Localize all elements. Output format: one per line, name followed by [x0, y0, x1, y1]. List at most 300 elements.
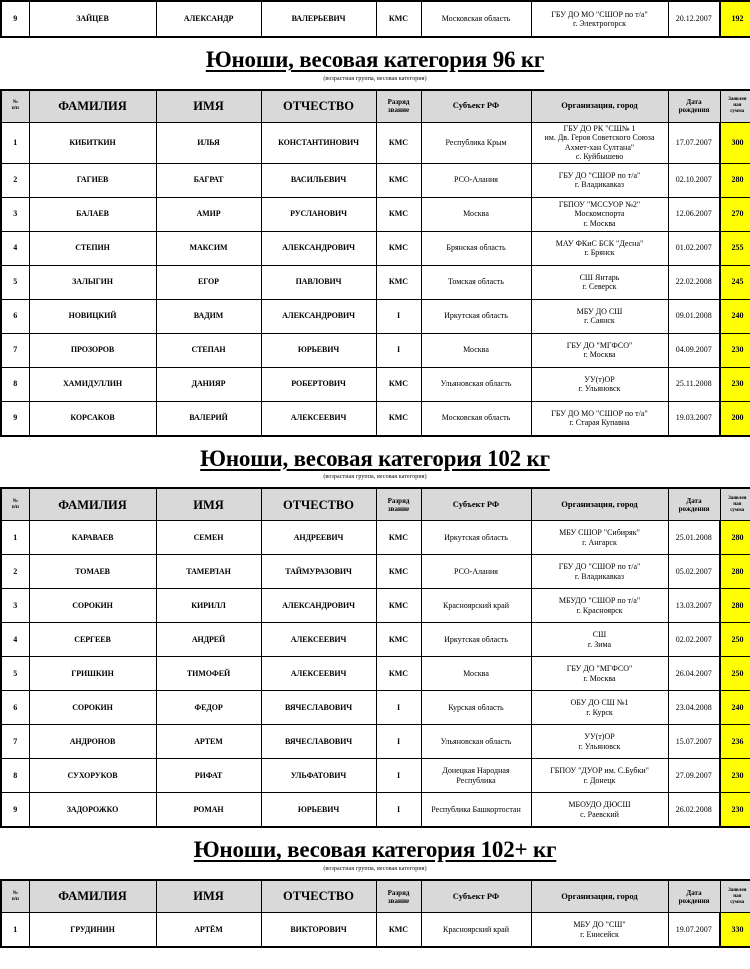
table-row[interactable] — [1, 367, 750, 401]
cell-number: 2 — [1, 163, 29, 197]
cell-number: 5 — [1, 265, 29, 299]
cell-number: 8 — [1, 367, 29, 401]
cell-firstname: ТИМОФЕЙ — [156, 657, 261, 691]
cell-organization — [531, 589, 668, 623]
organization-line: УУ(т)ОР — [584, 374, 615, 384]
cell-dob: 25.01.2008 — [668, 521, 720, 555]
cell-declared-sum: 330 — [720, 913, 750, 948]
cell-organization — [531, 691, 668, 725]
organization-line: г. Брянск — [584, 248, 615, 258]
organization-line: МБУ СШОР "Сибиряк" — [559, 528, 640, 538]
organization-line: г. Владикавказ — [574, 180, 625, 190]
section-title-text: Юноши, весовая категория 102 кг — [200, 445, 550, 471]
registration-table-section-102 — [0, 487, 750, 828]
cell-declared-sum: 240 — [720, 299, 750, 333]
cell-rank: I — [376, 759, 421, 793]
cell-number: 3 — [1, 197, 29, 231]
cell-region: Красноярский край — [421, 913, 531, 948]
cell-number: 9 — [1, 401, 29, 436]
cell-patronymic: ВАЛЕРЬЕВИЧ — [261, 1, 376, 37]
cell-region: РСО-Алания — [421, 555, 531, 589]
table-row[interactable] — [1, 521, 750, 555]
section-section-102 — [0, 447, 750, 829]
col-header-dob-line2: рождения — [678, 504, 710, 513]
col-header-sum-line3: сумма — [730, 108, 745, 115]
cell-number: 1 — [1, 913, 29, 948]
col-header-patronymic: ОТЧЕСТВО — [261, 488, 376, 521]
col-header-rank-line1: Разряд — [387, 888, 410, 897]
organization-line: г. Енисейск — [580, 929, 619, 939]
organization-line: МБОУДО ДЮСШ — [568, 800, 631, 810]
col-header-rank — [376, 488, 421, 521]
cell-number: 1 — [1, 521, 29, 555]
cell-lastname: ЗАДОРОЖКО — [29, 793, 156, 828]
cell-firstname: ВАЛЕРИЙ — [156, 401, 261, 436]
cell-region: Брянская область — [421, 231, 531, 265]
cell-dob: 25.11.2008 — [668, 367, 720, 401]
registration-table-section-96 — [0, 89, 750, 437]
col-header-number — [1, 90, 29, 123]
col-header-dob-line2: рождения — [678, 106, 710, 115]
cell-firstname: ТАМЕРЛАН — [156, 555, 261, 589]
cell-region: Иркутская область — [421, 521, 531, 555]
cell-patronymic: ВИКТОРОВИЧ — [261, 913, 376, 948]
col-header-number-line1: № — [12, 99, 18, 106]
cell-organization — [531, 401, 668, 436]
organization-line: МАУ ФКиС БСК "Десна" — [555, 238, 644, 248]
table-header-row — [1, 90, 750, 123]
col-header-sum-line1: Заявлен — [728, 494, 747, 501]
cell-region: Московская область — [421, 1, 531, 37]
cell-declared-sum: 192 — [720, 1, 750, 37]
cell-firstname: ВАДИМ — [156, 299, 261, 333]
cell-rank: КМС — [376, 197, 421, 231]
cell-region: Иркутская область — [421, 299, 531, 333]
cell-firstname: МАКСИМ — [156, 231, 261, 265]
cell-declared-sum: 230 — [720, 793, 750, 828]
section-title-section-102 — [0, 447, 750, 472]
cell-organization — [531, 657, 668, 691]
cell-region: Республика Башкортостан — [421, 793, 531, 828]
cell-rank: КМС — [376, 657, 421, 691]
organization-line: ГБУ ДО "МГФСО" — [566, 664, 633, 674]
table-row[interactable] — [1, 299, 750, 333]
section-title-section-96 — [0, 48, 750, 73]
cell-organization — [531, 367, 668, 401]
col-header-rank-line1: Разряд — [387, 496, 410, 505]
cell-declared-sum: 230 — [720, 367, 750, 401]
organization-line: им. Дв. Героя Советского Союза — [544, 133, 655, 143]
cell-lastname: НОВИЦКИЙ — [29, 299, 156, 333]
cell-number: 4 — [1, 231, 29, 265]
cell-declared-sum: 270 — [720, 197, 750, 231]
col-header-sum-line3: сумма — [730, 898, 745, 905]
cell-organization — [531, 265, 668, 299]
cell-lastname: КИБИТКИН — [29, 122, 156, 163]
table-row[interactable] — [1, 231, 750, 265]
organization-line: г. Москва — [583, 350, 616, 360]
cell-region: Ульяновская область — [421, 367, 531, 401]
col-header-region: Субъект РФ — [421, 488, 531, 521]
cell-dob: 05.02.2007 — [668, 555, 720, 589]
table-row[interactable] — [1, 333, 750, 367]
cell-number: 4 — [1, 623, 29, 657]
cell-organization — [531, 163, 668, 197]
cell-rank: КМС — [376, 521, 421, 555]
cell-patronymic: ВАСИЛЬЕВИЧ — [261, 163, 376, 197]
organization-line: ОБУ ДО СШ №1 — [570, 698, 629, 708]
cell-region: Республика Крым — [421, 122, 531, 163]
cell-patronymic: АЛЕКСАНДРОВИЧ — [261, 299, 376, 333]
section-subtitle-section-96: (возрастная группа, весовая категория) — [323, 75, 427, 82]
cell-organization — [531, 333, 668, 367]
cell-rank: КМС — [376, 122, 421, 163]
cell-firstname: СЕМЕН — [156, 521, 261, 555]
cell-dob: 19.03.2007 — [668, 401, 720, 436]
cell-region: Иркутская область — [421, 623, 531, 657]
section-subtitle-section-102: (возрастная группа, весовая категория) — [323, 474, 427, 481]
cell-dob: 13.03.2007 — [668, 589, 720, 623]
cell-rank: КМС — [376, 163, 421, 197]
cell-organization — [531, 231, 668, 265]
cell-dob: 23.04.2008 — [668, 691, 720, 725]
organization-line: с. Куйбышево — [575, 152, 624, 162]
cell-number: 7 — [1, 333, 29, 367]
cell-declared-sum: 255 — [720, 231, 750, 265]
cell-patronymic: АЛЕКСАНДРОВИЧ — [261, 589, 376, 623]
table-row[interactable] — [1, 401, 750, 436]
col-header-number — [1, 880, 29, 913]
cell-patronymic: АЛЕКСЕЕВИЧ — [261, 657, 376, 691]
organization-line: г. Электрогорск — [573, 19, 626, 28]
cell-dob: 15.07.2007 — [668, 725, 720, 759]
col-header-sum — [720, 880, 750, 913]
organization-line: ГБУ ДО "СШОР по т/а" — [558, 562, 641, 572]
cell-firstname: АРТЁМ — [156, 913, 261, 948]
cell-firstname: СТЕПАН — [156, 333, 261, 367]
col-header-firstname: ИМЯ — [156, 90, 261, 123]
cell-firstname: РОМАН — [156, 793, 261, 828]
cell-dob: 20.12.2007 — [668, 1, 720, 37]
col-header-organization: Организация, город — [531, 90, 668, 123]
cell-organization — [531, 913, 668, 948]
organization-line: г. Северск — [582, 282, 617, 292]
cell-dob: 17.07.2007 — [668, 122, 720, 163]
cell-dob: 19.07.2007 — [668, 913, 720, 948]
cell-lastname: СОРОКИН — [29, 589, 156, 623]
cell-organization — [531, 725, 668, 759]
cell-dob: 22.02.2008 — [668, 265, 720, 299]
table-row[interactable] — [1, 122, 750, 163]
cell-organization — [531, 759, 668, 793]
col-header-number-line1: № — [12, 889, 18, 896]
organization-line: г. Москва — [583, 673, 616, 683]
cell-declared-sum: 280 — [720, 555, 750, 589]
cell-number: 6 — [1, 691, 29, 725]
cell-lastname: СЕРГЕЕВ — [29, 623, 156, 657]
cell-patronymic: ЮРЬЕВИЧ — [261, 793, 376, 828]
cell-declared-sum: 230 — [720, 333, 750, 367]
cell-organization — [531, 521, 668, 555]
cell-number: 7 — [1, 725, 29, 759]
organization-line: г. Донецк — [583, 775, 616, 785]
table-row[interactable] — [1, 265, 750, 299]
col-header-organization: Организация, город — [531, 880, 668, 913]
organization-line: МБУ ДО "СШ" — [573, 920, 626, 930]
cell-firstname: АЛЕКСАНДР — [156, 1, 261, 37]
cell-patronymic: ЮРЬЕВИЧ — [261, 333, 376, 367]
cell-lastname: КАРАВАЕВ — [29, 521, 156, 555]
organization-line: с. Раевский — [580, 809, 619, 819]
col-header-dob-line1: Дата — [686, 496, 702, 505]
table-row[interactable] — [1, 197, 750, 231]
organization-line: СШ — [592, 630, 607, 640]
cell-number: 3 — [1, 589, 29, 623]
table-row[interactable] — [1, 793, 750, 828]
cell-declared-sum: 280 — [720, 589, 750, 623]
cell-lastname: СУХОРУКОВ — [29, 759, 156, 793]
col-header-sum — [720, 488, 750, 521]
cell-firstname: ФЕДОР — [156, 691, 261, 725]
organization-line: УУ(т)ОР — [584, 732, 615, 742]
cell-firstname: ДАНИЯР — [156, 367, 261, 401]
organization-line: г. Старая Купавна — [569, 418, 630, 428]
cell-declared-sum: 280 — [720, 521, 750, 555]
organization-line: МБУ ДО СШ — [576, 306, 623, 316]
col-header-region: Субъект РФ — [421, 880, 531, 913]
col-header-lastname: ФАМИЛИЯ — [29, 880, 156, 913]
cell-rank: КМС — [376, 1, 421, 37]
cell-region: РСО-Алания — [421, 163, 531, 197]
section-subtitle-section-102plus: (возрастная группа, весовая категория) — [323, 866, 427, 873]
col-header-organization: Организация, город — [531, 488, 668, 521]
section-title-section-102plus — [0, 838, 750, 863]
cell-lastname: ЗАЛЫГИН — [29, 265, 156, 299]
col-header-sum-line3: сумма — [730, 506, 745, 513]
col-header-patronymic: ОТЧЕСТВО — [261, 880, 376, 913]
cell-firstname: АРТЕМ — [156, 725, 261, 759]
table-row[interactable] — [1, 657, 750, 691]
col-header-rank-line2: звание — [387, 896, 410, 905]
section-partial-top — [0, 0, 750, 38]
cell-patronymic: РУСЛАНОВИЧ — [261, 197, 376, 231]
organization-line: г. Ангарск — [582, 537, 617, 547]
col-header-firstname: ИМЯ — [156, 488, 261, 521]
table-row[interactable] — [1, 589, 750, 623]
cell-region: Ульяновская область — [421, 725, 531, 759]
col-header-rank — [376, 880, 421, 913]
cell-region: Красноярский край — [421, 589, 531, 623]
cell-rank: КМС — [376, 589, 421, 623]
section-section-102plus — [0, 838, 750, 948]
cell-region: Москва — [421, 333, 531, 367]
cell-rank: I — [376, 793, 421, 828]
col-header-dob — [668, 488, 720, 521]
cell-organization — [531, 299, 668, 333]
table-header-row — [1, 880, 750, 913]
cell-lastname: ТОМАЕВ — [29, 555, 156, 589]
organization-line: г. Курск — [586, 707, 613, 717]
cell-region: Донецкая Народная Республика — [421, 759, 531, 793]
cell-firstname: ИЛЬЯ — [156, 122, 261, 163]
col-header-sum-line1: Заявлен — [728, 886, 747, 893]
col-header-sum-line2: ная — [733, 500, 742, 507]
cell-rank: КМС — [376, 913, 421, 948]
col-header-rank — [376, 90, 421, 123]
cell-lastname: АНДРОНОВ — [29, 725, 156, 759]
cell-declared-sum: 240 — [720, 691, 750, 725]
cell-declared-sum: 250 — [720, 623, 750, 657]
cell-lastname: КОРСАКОВ — [29, 401, 156, 436]
section-title-text: Юноши, весовая категория 102+ кг — [193, 837, 557, 863]
table-row[interactable] — [1, 163, 750, 197]
table-row[interactable] — [1, 623, 750, 657]
col-header-number-line2: п/п — [11, 503, 19, 510]
col-header-dob — [668, 880, 720, 913]
table-row[interactable] — [1, 725, 750, 759]
cell-number: 8 — [1, 759, 29, 793]
cell-organization — [531, 1, 668, 37]
organization-line: г. Зима — [587, 639, 612, 649]
col-header-number-line1: № — [12, 497, 18, 504]
col-header-dob-line1: Дата — [686, 98, 702, 107]
cell-dob: 27.09.2007 — [668, 759, 720, 793]
cell-region: Москва — [421, 197, 531, 231]
cell-patronymic: ВЯЧЕСЛАВОВИЧ — [261, 725, 376, 759]
cell-patronymic: АЛЕКСАНДРОВИЧ — [261, 231, 376, 265]
table-header-row — [1, 488, 750, 521]
section-title-text: Юноши, весовая категория 96 кг — [205, 47, 545, 72]
cell-rank: КМС — [376, 401, 421, 436]
cell-region: Московская область — [421, 401, 531, 436]
col-header-rank-line2: звание — [387, 504, 410, 513]
table-row[interactable] — [1, 1, 750, 37]
cell-rank: I — [376, 725, 421, 759]
cell-firstname: КИРИЛЛ — [156, 589, 261, 623]
col-header-patronymic: ОТЧЕСТВО — [261, 90, 376, 123]
cell-declared-sum: 200 — [720, 401, 750, 436]
col-header-rank-line1: Разряд — [387, 98, 410, 107]
cell-lastname: ГРУДИНИН — [29, 913, 156, 948]
cell-firstname: ЕГОР — [156, 265, 261, 299]
cell-organization — [531, 555, 668, 589]
cell-dob: 26.04.2007 — [668, 657, 720, 691]
cell-number: 9 — [1, 793, 29, 828]
cell-patronymic: РОБЕРТОВИЧ — [261, 367, 376, 401]
cell-patronymic: ТАЙМУРАЗОВИЧ — [261, 555, 376, 589]
cell-patronymic: АНДРЕЕВИЧ — [261, 521, 376, 555]
cell-organization — [531, 197, 668, 231]
cell-number: 5 — [1, 657, 29, 691]
cell-organization — [531, 623, 668, 657]
cell-declared-sum: 250 — [720, 657, 750, 691]
organization-line: ГБУ ДО МО "СШОР по т/а" — [551, 9, 648, 19]
cell-lastname: ЗАЙЦЕВ — [29, 1, 156, 37]
col-header-firstname: ИМЯ — [156, 880, 261, 913]
cell-organization — [531, 793, 668, 828]
cell-patronymic: АЛЕКСЕЕВИЧ — [261, 623, 376, 657]
table-row[interactable] — [1, 555, 750, 589]
cell-rank: КМС — [376, 555, 421, 589]
cell-declared-sum: 300 — [720, 122, 750, 163]
cell-dob: 02.10.2007 — [668, 163, 720, 197]
cell-region: Курская область — [421, 691, 531, 725]
cell-lastname: БАЛАЕВ — [29, 197, 156, 231]
registration-table-partial-top — [0, 0, 750, 38]
col-header-dob-line2: рождения — [678, 896, 710, 905]
col-header-rank-line2: звание — [387, 106, 410, 115]
organization-line: г. Ульяновск — [578, 384, 621, 394]
organization-line: ГБУ ДО МО "СШОР по т/а" — [551, 408, 648, 418]
organization-line: ГБУ ДО "СШОР по т/а" — [558, 170, 641, 180]
cell-lastname: ГРИШКИН — [29, 657, 156, 691]
col-header-sum-line1: Заявлен — [728, 96, 747, 103]
col-header-sum-line2: ная — [733, 102, 742, 109]
col-header-sum — [720, 90, 750, 123]
cell-firstname: БАГРАТ — [156, 163, 261, 197]
organization-line: ГБПОУ "ДУОР им. С.Бубки" — [550, 766, 649, 776]
col-header-number-line2: п/п — [11, 105, 19, 112]
col-header-region: Субъект РФ — [421, 90, 531, 123]
cell-patronymic: КОНСТАНТИНОВИЧ — [261, 122, 376, 163]
col-header-dob — [668, 90, 720, 123]
organization-line: г. Ульяновск — [578, 741, 621, 751]
organization-line: ГБУ ДО "МГФСО" — [566, 340, 633, 350]
organization-line: Ахмет-хан Султана" — [564, 142, 635, 152]
cell-patronymic: АЛЕКСЕЕВИЧ — [261, 401, 376, 436]
cell-rank: I — [376, 333, 421, 367]
cell-patronymic: ВЯЧЕСЛАВОВИЧ — [261, 691, 376, 725]
cell-region: Москва — [421, 657, 531, 691]
table-row[interactable] — [1, 759, 750, 793]
cell-rank: КМС — [376, 367, 421, 401]
cell-dob: 02.02.2007 — [668, 623, 720, 657]
cell-lastname: ГАГИЕВ — [29, 163, 156, 197]
cell-organization — [531, 122, 668, 163]
col-header-lastname: ФАМИЛИЯ — [29, 90, 156, 123]
organization-line: ГБУ ДО РК "СШ№ 1 — [563, 123, 636, 133]
cell-firstname: АНДРЕЙ — [156, 623, 261, 657]
cell-declared-sum: 280 — [720, 163, 750, 197]
cell-declared-sum: 245 — [720, 265, 750, 299]
cell-rank: I — [376, 691, 421, 725]
cell-dob: 26.02.2008 — [668, 793, 720, 828]
cell-lastname: СТЕПИН — [29, 231, 156, 265]
cell-lastname: СОРОКИН — [29, 691, 156, 725]
organization-line: г. Саянск — [584, 316, 615, 326]
organization-line: г. Владикавказ — [574, 571, 625, 581]
table-row[interactable] — [1, 691, 750, 725]
cell-dob: 09.01.2008 — [668, 299, 720, 333]
table-row[interactable] — [1, 913, 750, 948]
cell-dob: 01.02.2007 — [668, 231, 720, 265]
cell-region: Томская область — [421, 265, 531, 299]
section-section-96 — [0, 48, 750, 437]
cell-lastname: ХАМИДУЛЛИН — [29, 367, 156, 401]
cell-declared-sum: 236 — [720, 725, 750, 759]
col-header-number — [1, 488, 29, 521]
cell-dob: 12.06.2007 — [668, 197, 720, 231]
col-header-lastname: ФАМИЛИЯ — [29, 488, 156, 521]
organization-line: г. Москва — [583, 218, 616, 228]
cell-patronymic: ПАВЛОВИЧ — [261, 265, 376, 299]
cell-rank: I — [376, 299, 421, 333]
registration-table-section-102plus — [0, 879, 750, 948]
col-header-sum-line2: ная — [733, 892, 742, 899]
cell-lastname: ПРОЗОРОВ — [29, 333, 156, 367]
cell-firstname: АМИР — [156, 197, 261, 231]
organization-line: ГБПОУ "МССУОР №2" Москомспорта — [558, 199, 641, 219]
